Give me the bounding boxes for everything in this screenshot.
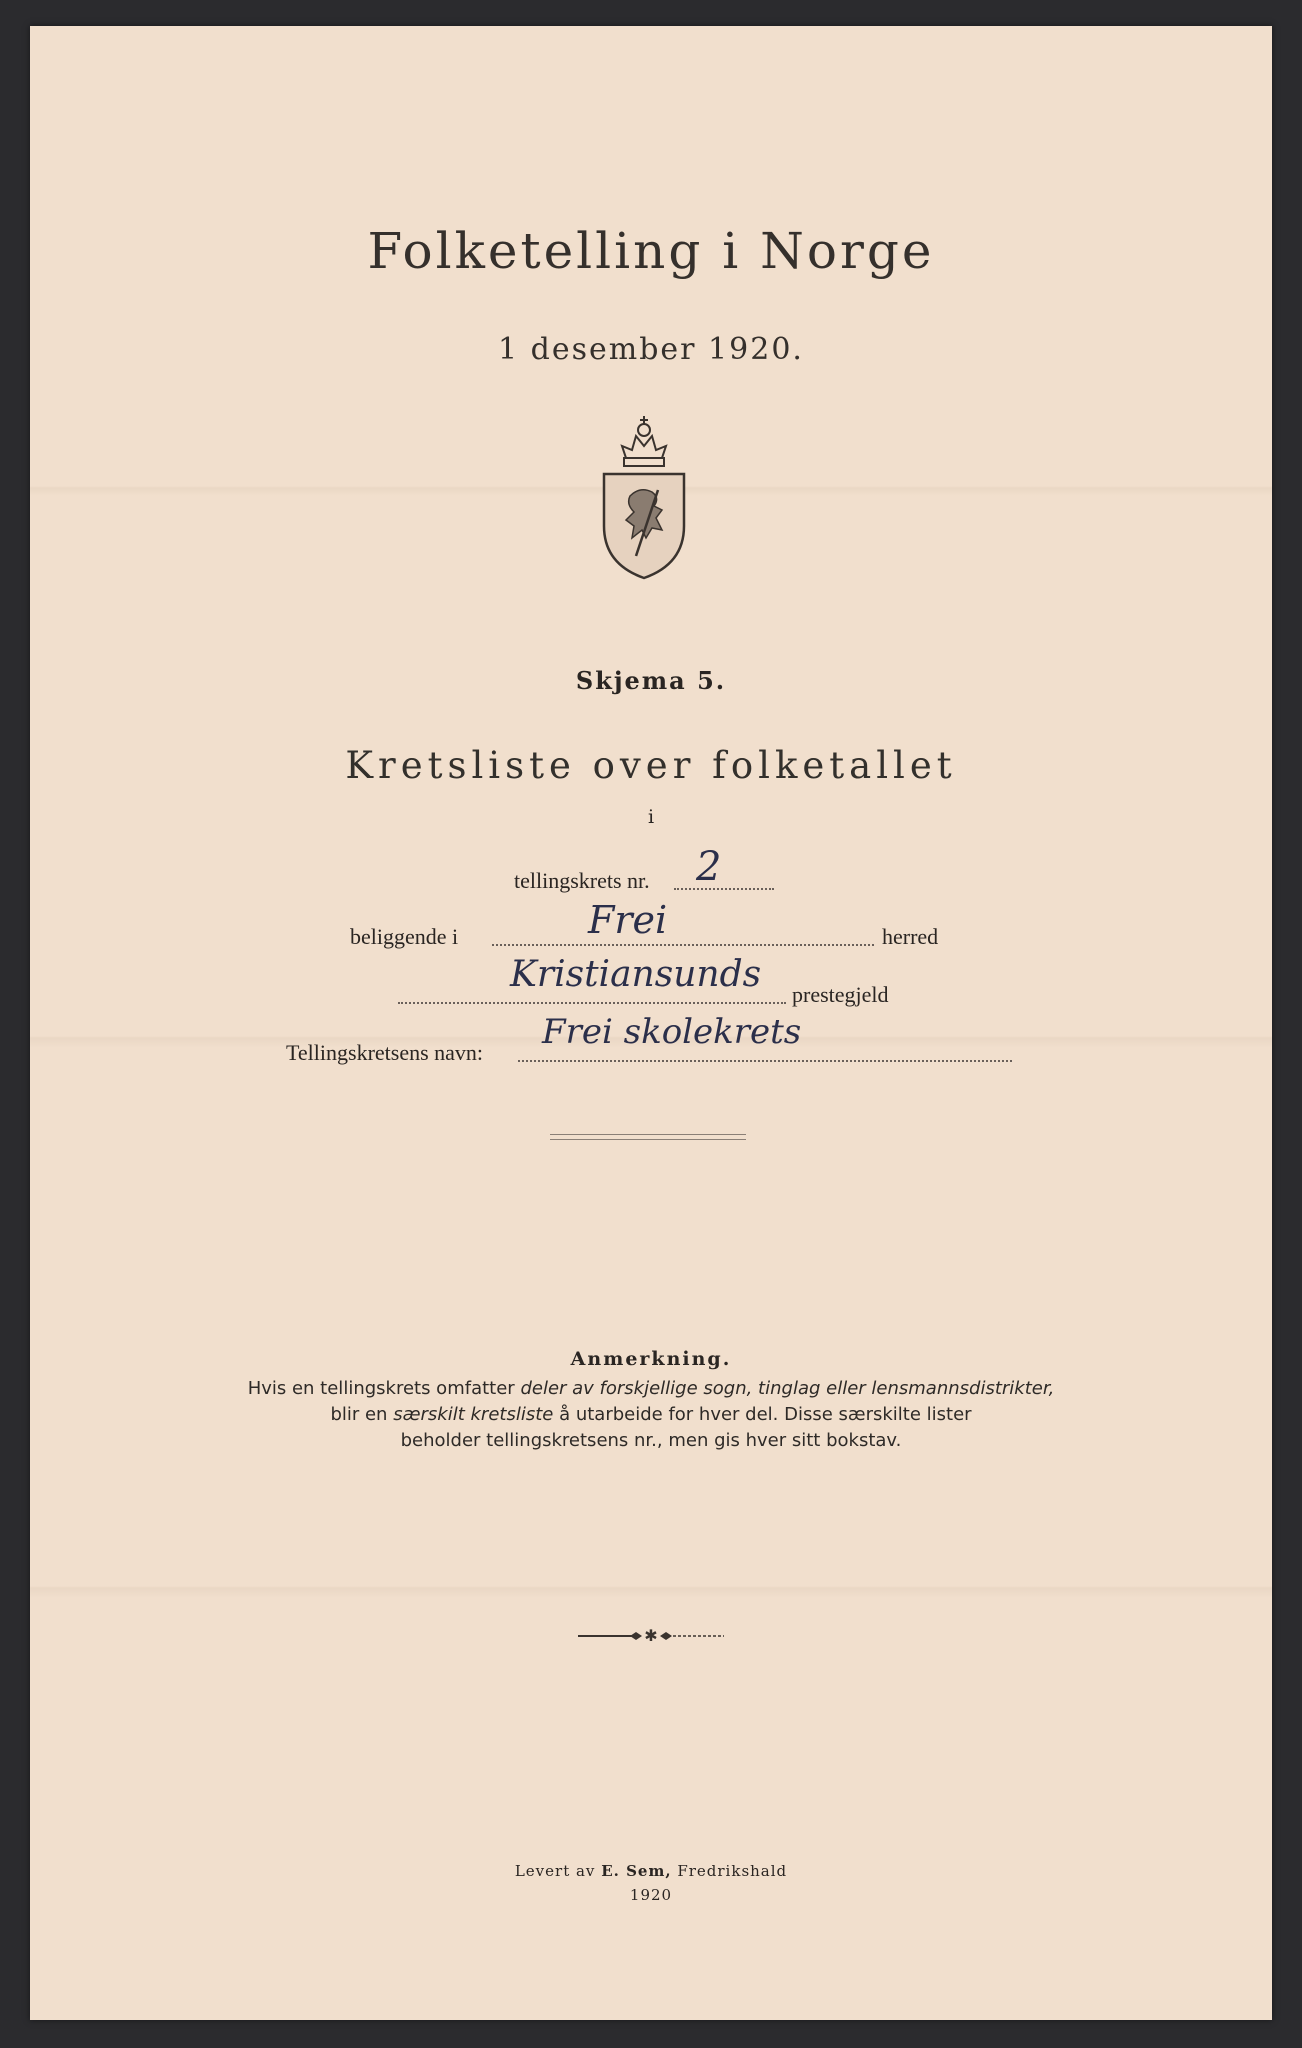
preposition-i: i [647,806,655,828]
coat-of-arms-icon [596,406,692,582]
note-heading: Anmerkning. [570,1348,732,1370]
note-line-3: beholder tellingskretsens nr., men gis hver sitt bokstav. [400,1430,902,1451]
printer-credit: Levert av E. Sem, Fredrikshald [514,1862,788,1880]
print-year: 1920 [629,1886,673,1904]
district-number-value: 2 [696,844,722,890]
herred-label: herred [882,924,939,949]
parish-line [398,1002,786,1004]
located-in-label: beliggende i [350,924,459,949]
page-title: Folketelling i Norge [367,222,935,280]
district-name-line [518,1060,1012,1062]
district-name-label: Tellingskretsens navn: [286,1040,484,1065]
schema-number: Skjema 5. [575,666,727,695]
ornament-divider-icon [578,1626,724,1646]
note-line-1: Hvis en tellingskrets omfatter deler av forskjellige sogn, tinglag eller lensmannsdistrikter, [247,1378,1055,1399]
parish-value: Kristiansunds [510,954,762,995]
separator-rule [550,1134,746,1140]
note-line-2: blir en særskilt kretsliste å utarbeide for hver del. Disse særskilte lister [330,1404,972,1425]
district-name-value: Frei skolekrets [542,1012,802,1052]
prestegjeld-label: prestegjeld [792,982,889,1007]
located-in-line [492,944,874,946]
census-form-page [30,26,1272,2020]
list-title: Kretsliste over folketallet [345,744,957,787]
district-number-line [674,888,774,890]
located-in-value: Frei [588,898,668,942]
svg-text:✱: ✱ [644,1626,658,1645]
district-number-label: tellingskrets nr. [514,868,650,893]
census-date: 1 desember 1920. [498,332,804,367]
